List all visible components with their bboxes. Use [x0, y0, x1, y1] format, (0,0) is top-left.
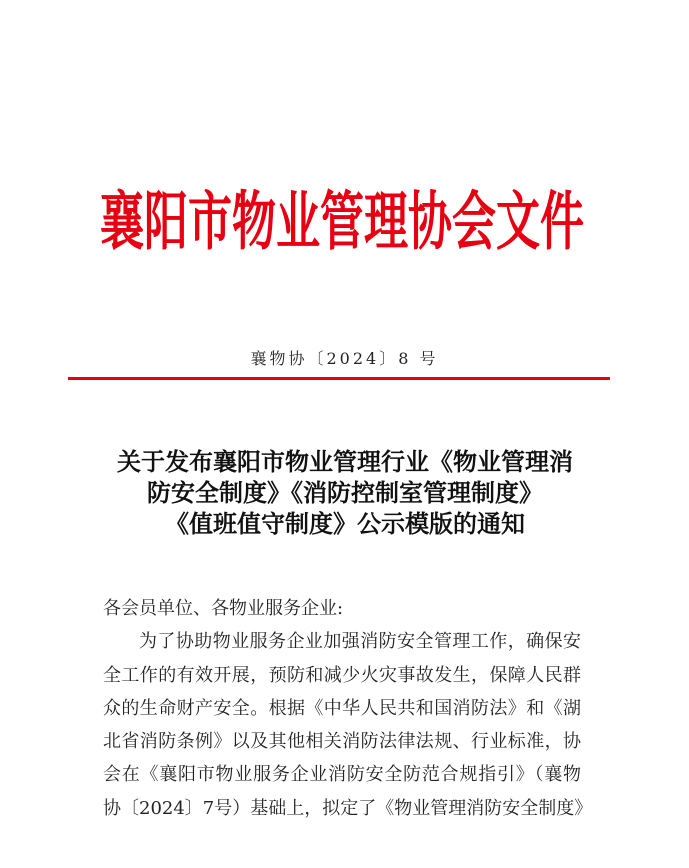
salutation: 各会员单位、各物业服务企业:	[103, 598, 344, 619]
paragraph-line: 会在《襄阳市物业服务企业消防安全防范合规指引》（襄物	[103, 764, 581, 786]
document-body	[103, 592, 593, 825]
title-line: 《值班值守制度》公示模版的通知	[165, 509, 525, 538]
paragraph-line: 为了协助物业服务企业加强消防安全管理工作，确保安	[139, 631, 581, 653]
title-line: 关于发布襄阳市物业管理行业《物业管理消	[117, 447, 573, 476]
paragraph-line: 全工作的有效开展，预防和减少火灾事故发生，保障人民群	[103, 664, 581, 686]
paragraph-line: 北省消防条例》以及其他相关消防法律法规、行业标准，协	[103, 731, 581, 753]
masthead-title: 襄阳市物业管理协会文件	[100, 185, 584, 260]
paragraph-line: 众的生命财产安全。根据《中华人民共和国消防法》和《湖	[103, 697, 581, 719]
document-title	[95, 446, 595, 539]
paragraph-line: 协〔2024〕7号）基础上，拟定了《物业管理消防安全制度》	[103, 797, 593, 819]
red-divider	[68, 377, 610, 380]
document-number: 襄物协〔2024〕8 号	[250, 349, 439, 368]
title-line: 防安全制度》《消防控制室管理制度》	[147, 478, 543, 507]
